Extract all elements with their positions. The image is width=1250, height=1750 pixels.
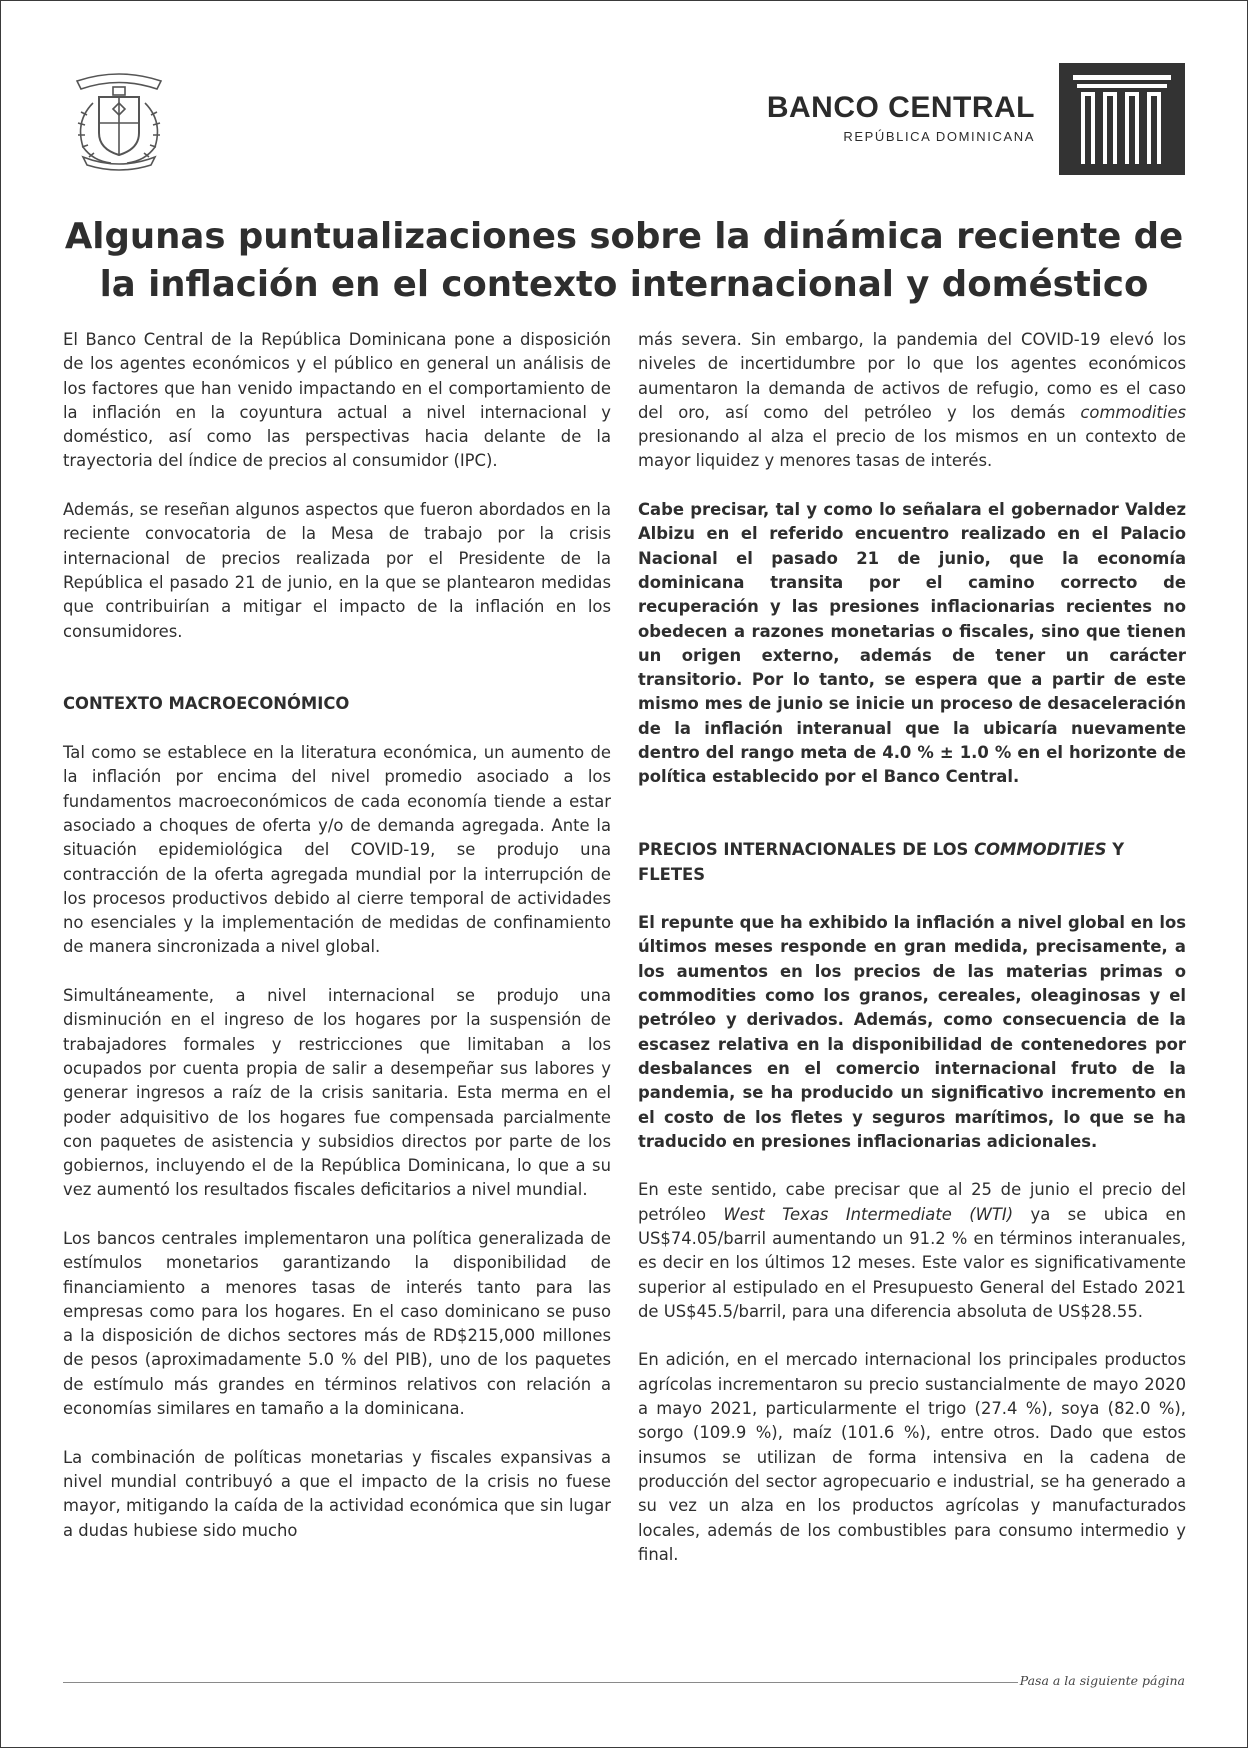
spacer [63, 668, 611, 692]
paragraph: Los bancos centrales implementaron una política generalizada de estímulos monetarios garantizando la disponibilidad de financiamiento a menores tasas de interés tanto para las empresas como para los hogares. En el caso dominicano se puso a la disposición de dichos sectores más de RD$215,000 millones de pesos (aproximadamente 5.0 % del PIB), uno de los paquetes de estímulo más grandes en términos relativos con relación a economías similares en tamaño a la dominicana. [63, 1228, 611, 1419]
section-heading: CONTEXTO MACROECONÓMICO [63, 694, 350, 714]
text-run: presionando al alza el precio de los mismos en un contexto de mayor liquidez y menores tasas de interés. [638, 427, 1186, 471]
section-heading [638, 838, 1186, 887]
paragraph [638, 328, 1186, 474]
paragraph: Simultáneamente, a nivel internacional se produjo una disminución en el ingreso de los hogares por la suspensión de trabajadores formales y restricciones que limitaban a los ocupados por cuenta propia de salir a desempeñar sus labores y generar ingresos a raíz de la crisis sanitaria. Esta merma en el poder adquisitivo de los hogares fue compensada parcialmente con paquetes de asistencia y subsidios directos por parte de los gobiernos, incluyendo el de la República Dominicana, lo que a su vez aumentó los resultados fiscales deficitarios a nivel mundial. [63, 986, 611, 1200]
emphasis: West Texas Intermediate (WTI) [723, 1204, 1014, 1224]
text-run: En este sentido, cabe precisar que al 25 de junio el precio del petróleo [638, 1180, 1186, 1224]
emphasis: commodities [1080, 402, 1186, 422]
text-run: ya se ubica en US$74.05/barril aumentando un 91.2 % en términos interanuales, es decir en los últimos 12 meses. Este valor es significativamente superior al estipulado en el Presupuesto General del Estado 2021 de US$45.5/barril, para una diferencia absoluta de US$28.55. [638, 1204, 1186, 1321]
brand-block [767, 93, 1035, 144]
emphasis: COMMODITIES [974, 840, 1107, 860]
paragraph: Tal como se establece en la literatura económica, un aumento de la inflación por encima del nivel promedio asociado a los fundamentos macroeconómicos de cada economía tiende a estar asociado a choques de oferta y/o de demanda agregada. Ante la situación epidemiológica del COVID-19, se produjo una contracción de la oferta agregada mundial por la interrupción de los procesos productivos debido al cierre temporal de actividades no esenciales y la implementación de medidas de confinamiento de manera sincronizada a nivel global. [63, 743, 611, 957]
text-run: PRECIOS INTERNACIONALES DE LOS [638, 840, 975, 860]
brand-name: BANCO CENTRAL [766, 91, 1035, 124]
paragraph: Además, se reseñan algunos aspectos que fueron abordados en la reciente convocatoria de la Mesa de trabajo por la crisis internacional de precios realizada por el Presidente de la República el pasado 21 de junio, en la que se plantearon medidas que contribuirían a mitigar el impacto de la inflación en los consumidores. [63, 500, 611, 641]
paragraph: La combinación de políticas monetarias y fiscales expansivas a nivel mundial contribuyó a que el impacto de la crisis no fuese mayor, mitigando la caída de la actividad económica que sin lugar a dudas hubiese sido mucho [63, 1447, 611, 1540]
text-run: más severa. Sin embargo, la pandemia del COVID-19 elevó los niveles de incertidumbre por lo que los agentes económicos aumentaron la demanda de activos de refugio, como es el caso del oro, así como del petróleo y los demás [638, 330, 1186, 422]
coat-of-arms-icon [63, 63, 175, 175]
paragraph [638, 1178, 1186, 1324]
continue-note: Pasa a la siguiente página [1019, 1673, 1185, 1688]
left-column [63, 328, 611, 1567]
paragraph: El Banco Central de la República Dominicana pone a disposición de los agentes económicos y el público en general un análisis de los factores que han venido impactando en el comportamiento de la inflación en la coyuntura actual a nivel internacional y doméstico, así como las perspectivas hacia delante de la trayectoria del índice de precios al consumidor (IPC). [63, 330, 611, 471]
text-run: Y FLETES [638, 840, 1125, 884]
right-column [638, 328, 1186, 1591]
bank-columns-icon [1059, 63, 1185, 175]
spacer [638, 814, 1186, 838]
footer-rule [63, 1682, 1018, 1683]
article-title: Algunas puntualizaciones sobre la dinámica reciente de la inflación en el contexto internacional y doméstico [64, 216, 1184, 305]
paragraph-bold: Cabe precisar, tal y como lo señalara el gobernador Valdez Albizu en el referido encuentro realizado en el Palacio Nacional el pasado 21 de junio, que la economía dominicana transita por el camino correcto de recuperación y las presiones inflacionarias recientes no obedecen a razones monetarias o fiscales, sino que tienen un origen externo, además de tener un carácter transitorio. Por lo tanto, se espera que a partir de este mismo mes de junio se inicie un proceso de desaceleración de la inflación interanual que la ubicaría nuevamente dentro del rango meta de 4.0 % ± 1.0 % en el horizonte de política establecido por el Banco Central. [638, 500, 1186, 787]
paragraph-bold: El repunte que ha exhibido la inflación a nivel global en los últimos meses responde en gran medida, precisamente, a los aumentos en los precios de las materias primas o commodities como los granos, cereales, oleaginosas y el petróleo y derivados. Además, como consecuencia de la escasez relativa en la disponibilidad de contenedores por desbalances en el comercio internacional fruto de la pandemia, se ha producido un significativo incremento en el costo de los fletes y seguros marítimos, lo que se ha traducido en presiones inflacionarias adicionales. [638, 913, 1186, 1151]
brand-subtitle: REPÚBLICA DOMINICANA [843, 129, 1035, 144]
paragraph: En adición, en el mercado internacional los principales productos agrícolas incrementaron su precio sustancialmente de mayo 2020 a mayo 2021, particularmente el trigo (27.4 %), soya (82.0 %), sorgo (109.9 %), maíz (101.6 %), entre otros. Dado que estos insumos se utilizan de forma intensiva en la cadena de producción del sector agropecuario e industrial, se ha generado a su vez un alza en los productos agrícolas y manufacturados locales, además de los combustibles para consumo intermedio y final. [638, 1350, 1186, 1564]
